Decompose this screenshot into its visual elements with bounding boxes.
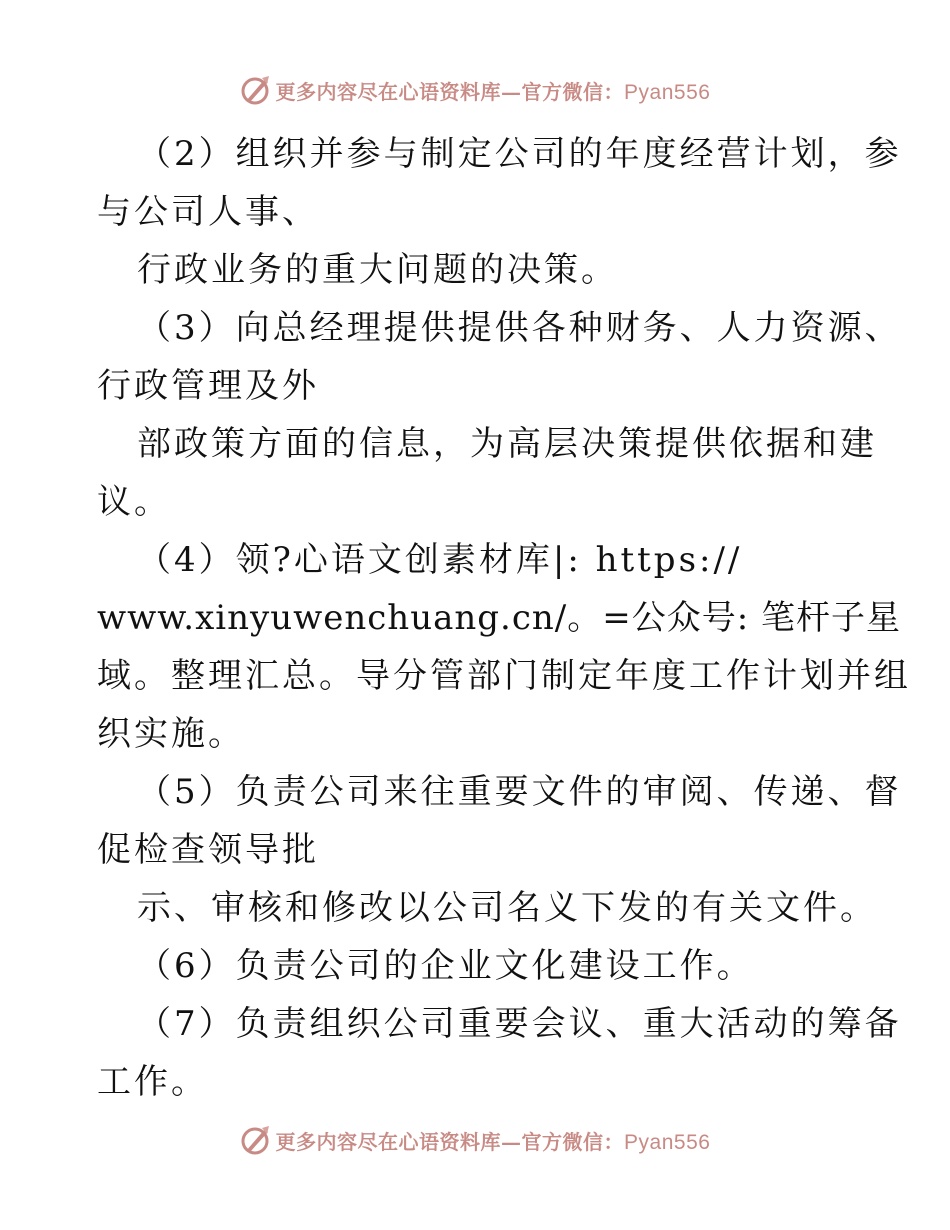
header-banner-text: 更多内容尽在心语资料库—官方微信：Pyan556 — [275, 79, 711, 104]
paragraph-line: （2）组织并参与制定公司的年度经营计划，参 — [137, 134, 902, 174]
document-body — [97, 125, 911, 1111]
paragraph-line: （5）负责公司来往重要文件的审阅、传递、督 — [137, 772, 902, 812]
paragraph-line: （6）负责公司的企业文化建设工作。 — [137, 946, 754, 986]
paragraph-line: 工作。 — [97, 1062, 208, 1102]
paragraph-line: （7）负责组织公司重要会议、重大活动的筹备 — [137, 1004, 902, 1044]
paragraph-line: 议。 — [97, 482, 171, 522]
footer-banner — [0, 1120, 950, 1160]
paragraph-line: （3）向总经理提供提供各种财务、人力资源、 — [137, 308, 902, 348]
header-banner-id: Pyan556 — [624, 80, 711, 104]
feather-pen-logo-icon — [240, 74, 272, 106]
footer-banner-id: Pyan556 — [624, 1130, 711, 1154]
paragraph-line: 织实施。 — [97, 714, 245, 754]
paragraph-line: 域。整理汇总。导分管部门制定年度工作计划并组 — [97, 656, 911, 696]
paragraph-line: 与公司人事、 — [97, 192, 319, 232]
header-banner — [0, 70, 950, 110]
footer-banner-text: 更多内容尽在心语资料库—官方微信：Pyan556 — [275, 1129, 711, 1154]
feather-pen-logo-icon — [240, 1124, 272, 1156]
paragraph-line: 行政管理及外 — [97, 366, 319, 406]
paragraph-line: （4）领?心语文创素材库|: https:// — [137, 540, 743, 580]
paragraph-line: 示、审核和修改以公司名义下发的有关文件。 — [137, 888, 877, 928]
paragraph-line: www.xinyuwenchuang.cn/。=公众号: 笔杆子星 — [97, 598, 901, 638]
paragraph-line: 行政业务的重大问题的决策。 — [137, 250, 618, 290]
paragraph-line: 部政策方面的信息，为高层决策提供依据和建 — [137, 424, 877, 464]
paragraph-line: 促检查领导批 — [97, 830, 319, 870]
